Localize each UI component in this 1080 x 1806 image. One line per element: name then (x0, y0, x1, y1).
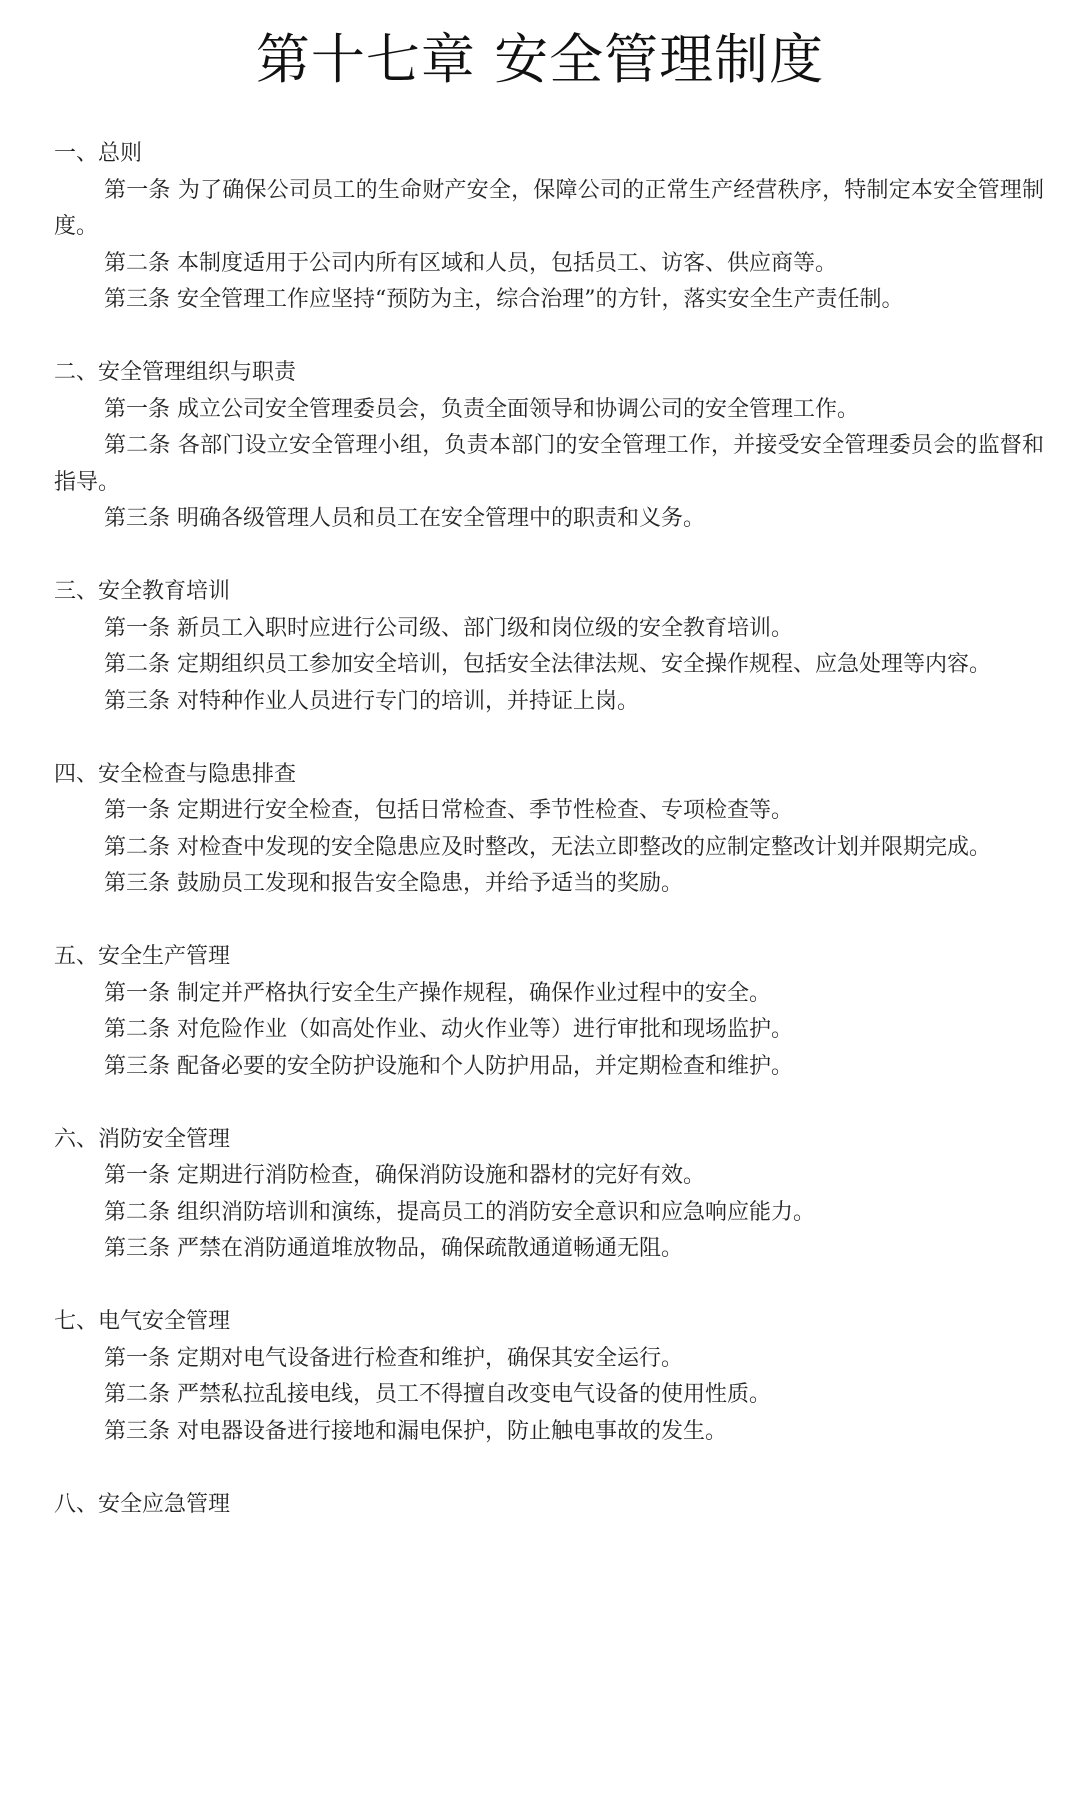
document-body (54, 136, 1044, 1523)
article-2: 第二条 定期组织员工参加安全培训，包括安全法律法规、安全操作规程、应急处理等内容。 (104, 652, 991, 677)
article-3: 第三条 配备必要的安全防护设施和个人防护用品，并定期检查和维护。 (104, 1053, 793, 1079)
article-2: 第二条 对检查中发现的安全隐患应及时整改，无法立即整改的应制定整改计划并限期完成。 (104, 834, 991, 860)
section-heading: 四、安全检查与隐患排查 (54, 761, 297, 787)
section-emergency (54, 1487, 1044, 1524)
section-production (54, 939, 1044, 1085)
section-heading: 三、安全教育培训 (54, 579, 231, 604)
article-1: 第一条 定期进行安全检查，包括日常检查、季节性检查、专项检查等。 (104, 798, 793, 823)
section-inspection (54, 757, 1044, 903)
section-organization (54, 355, 1044, 538)
section-heading: 六、消防安全管理 (54, 1126, 231, 1152)
article-1: 第一条 制定并严格执行安全生产操作规程，确保作业过程中的安全。 (104, 980, 771, 1006)
section-heading: 二、安全管理组织与职责 (54, 360, 297, 385)
article-1: 第一条 定期对电气设备进行检查和维护，确保其安全运行。 (104, 1345, 683, 1371)
article-3: 第三条 安全管理工作应坚持“预防为主，综合治理”的方针，落实安全生产责任制。 (104, 287, 904, 312)
page-title: 第十七章 安全管理制度 (255, 28, 825, 91)
section-general (54, 136, 1044, 319)
section-training (54, 574, 1044, 720)
article-2: 第二条 对危险作业（如高处作业、动火作业等）进行审批和现场监护。 (104, 1017, 793, 1042)
section-heading: 五、安全生产管理 (54, 944, 231, 969)
article-3: 第三条 明确各级管理人员和员工在安全管理中的职责和义务。 (104, 506, 705, 531)
article-3: 第三条 对特种作业人员进行专门的培训，并持证上岗。 (104, 688, 639, 714)
article-2: 第二条 严禁私拉乱接电线，员工不得擅自改变电气设备的使用性质。 (104, 1382, 771, 1407)
article-1: 第一条 为了确保公司员工的生命财产安全，保障公司的正常生产经营秩序，特制定本安全管理制度。 (54, 177, 1044, 239)
article-3: 第三条 对电器设备进行接地和漏电保护，防止触电事故的发生。 (104, 1418, 727, 1444)
section-heading: 一、总则 (54, 141, 143, 166)
article-2: 第二条 各部门设立安全管理小组，负责本部门的安全管理工作，并接受安全管理委员会的监督和指导。 (54, 433, 1044, 495)
article-3: 第三条 鼓励员工发现和报告安全隐患，并给予适当的奖励。 (104, 871, 683, 896)
section-electrical (54, 1304, 1044, 1450)
article-1: 第一条 成立公司安全管理委员会，负责全面领导和协调公司的安全管理工作。 (104, 396, 859, 422)
section-heading: 七、电气安全管理 (54, 1309, 231, 1334)
article-2: 第二条 组织消防培训和演练，提高员工的消防安全意识和应急响应能力。 (104, 1199, 815, 1225)
section-fire-safety (54, 1122, 1044, 1268)
article-3: 第三条 严禁在消防通道堆放物品，确保疏散通道畅通无阻。 (104, 1236, 683, 1261)
article-1: 第一条 新员工入职时应进行公司级、部门级和岗位级的安全教育培训。 (104, 615, 793, 641)
section-heading: 八、安全应急管理 (54, 1491, 231, 1517)
article-1: 第一条 定期进行消防检查，确保消防设施和器材的完好有效。 (104, 1163, 705, 1188)
article-2: 第二条 本制度适用于公司内所有区域和人员，包括员工、访客、供应商等。 (104, 250, 837, 276)
